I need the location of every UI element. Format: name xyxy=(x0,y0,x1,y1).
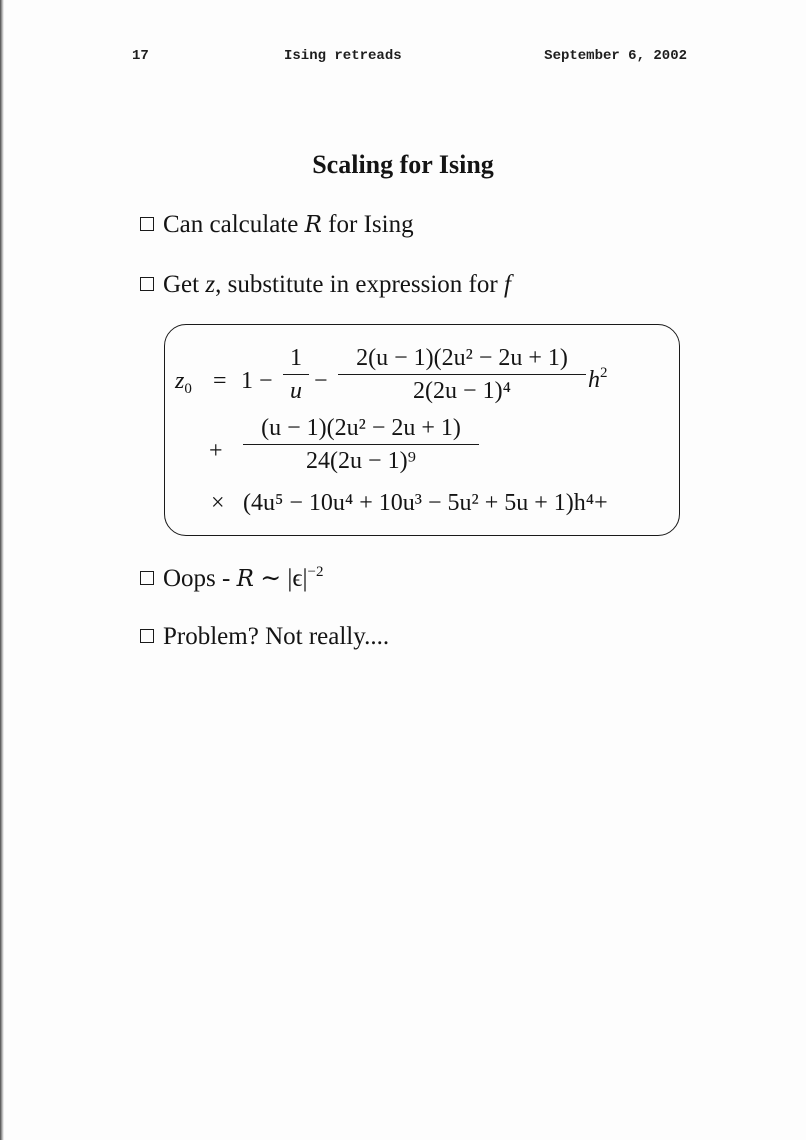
fraction-h4-coefficient: (u − 1)(2u² − 2u + 1) 24(2u − 1)⁹ xyxy=(243,415,479,475)
exponent: −2 xyxy=(307,564,324,580)
bullet-text: ∼ |ϵ| xyxy=(253,565,308,592)
equation-lhs: $z_0$ xyxy=(175,368,192,397)
script-r-symbol: R xyxy=(304,212,322,238)
page-header xyxy=(132,48,687,66)
bullet-oops xyxy=(140,563,323,593)
header-topic: Ising retreads xyxy=(284,48,402,64)
bullet-text: Get xyxy=(163,271,206,298)
var-f: f xyxy=(503,271,511,298)
script-r-symbol: R xyxy=(236,566,254,592)
plus-sign: + xyxy=(209,438,223,464)
checkbox-icon xyxy=(140,571,154,585)
checkbox-icon xyxy=(140,217,154,231)
header-date: September 6, 2002 xyxy=(544,48,687,64)
bullet-text: Can calculate xyxy=(163,211,305,238)
checkbox-icon xyxy=(140,629,154,643)
equation-box xyxy=(164,324,680,536)
var-z: z xyxy=(205,271,216,298)
bullet-text: for Ising xyxy=(321,211,414,238)
fraction-one-over-u: 1 u xyxy=(283,345,309,405)
bullet-text: Problem? Not really.... xyxy=(163,623,390,650)
minus-sign: − xyxy=(314,368,328,394)
bullet-get-z xyxy=(140,271,511,299)
bullet-calculate-r xyxy=(140,211,414,239)
polynomial-line: (4u⁵ − 10u⁴ + 10u³ − 5u² + 5u + 1)h⁴+ xyxy=(243,490,608,516)
page-title: Scaling for Ising xyxy=(312,150,494,179)
checkbox-icon xyxy=(140,277,154,291)
bullet-text: Oops - xyxy=(163,565,237,592)
fraction-h2-coefficient: 2(u − 1)(2u² − 2u + 1) 2(2u − 1)⁴ xyxy=(338,345,586,405)
page-number: 17 xyxy=(132,48,149,64)
h-squared: $h^2$ xyxy=(588,365,608,393)
equals-sign: = xyxy=(213,368,227,394)
times-sign: × xyxy=(211,490,225,516)
bullet-text: , substitute in expression for xyxy=(215,271,504,298)
bullet-problem xyxy=(140,623,389,651)
line1-prefix: 1 − xyxy=(241,368,273,394)
